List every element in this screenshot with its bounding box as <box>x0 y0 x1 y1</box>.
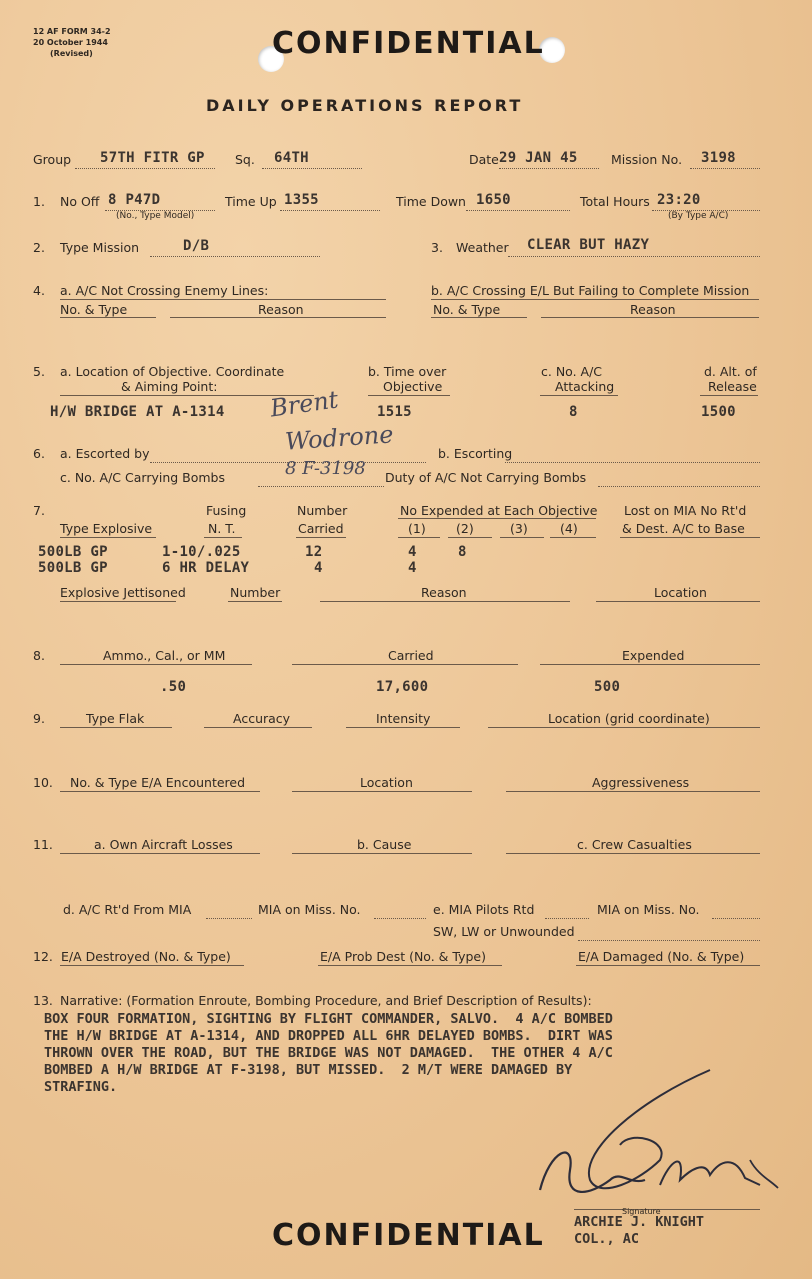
signature-scribble <box>520 1060 800 1210</box>
s5-location-value: H/W BRIDGE AT A-1314 <box>50 404 225 420</box>
no-off-sub: (No., Type Model) <box>116 211 195 221</box>
s5-time-value: 1515 <box>377 404 412 420</box>
lost-label-2: & Dest. A/C to Base <box>622 521 745 536</box>
aggressiveness-label: Aggressiveness <box>592 775 690 790</box>
rtd-from-mia-label: d. A/C Rt'd From MIA <box>63 902 192 917</box>
s4a-label: a. A/C Not Crossing Enemy Lines: <box>60 283 269 298</box>
total-hours-value: 23:20 <box>657 192 701 208</box>
exp-col2: (2) <box>456 521 474 536</box>
group-value: 57TH FITR GP <box>100 150 205 166</box>
mia-pilots-label: e. MIA Pilots Rtd <box>433 902 535 917</box>
crew-casualties-label: c. Crew Casualties <box>577 837 692 852</box>
s1-num: 1. <box>33 194 45 209</box>
jet-location-label: Location <box>654 585 707 600</box>
s13-num: 13. <box>33 993 53 1008</box>
cause-label: b. Cause <box>357 837 412 852</box>
s4a-reason: Reason <box>258 302 304 317</box>
nt-label: N. T. <box>208 521 236 536</box>
s9-num: 9. <box>33 711 45 726</box>
s4b-label: b. A/C Crossing E/L But Failing to Complete Mission <box>431 283 750 298</box>
time-down-label: Time Down <box>396 194 466 209</box>
ammo-value: .50 <box>160 679 187 695</box>
exp-col3: (3) <box>510 521 528 536</box>
intensity-label: Intensity <box>376 711 431 726</box>
ea-location-label: Location <box>360 775 413 790</box>
mission-value: 3198 <box>701 150 736 166</box>
narrative-label: Narrative: (Formation Enroute, Bombing Procedure, and Brief Description of Results): <box>60 993 592 1008</box>
confidential-top: CONFIDENTIAL <box>272 26 545 61</box>
s5a-line2: & Aiming Point: <box>121 379 218 394</box>
flak-label: Type Flak <box>86 711 145 726</box>
weather-value: CLEAR BUT HAZY <box>527 237 650 253</box>
s3-num: 3. <box>431 240 443 255</box>
narrative-line-2: THE H/W BRIDGE AT A-1314, AND DROPPED ALL 6HR DELAYED BOMBS. DIRT WAS <box>44 1028 613 1044</box>
type-mission-label: Type Mission <box>60 240 140 255</box>
own-losses-label: a. Own Aircraft Losses <box>94 837 233 852</box>
escorted-hand: Wodrone <box>284 420 395 456</box>
jet-reason-label: Reason <box>421 585 467 600</box>
s5b-line2: Objective <box>383 379 443 394</box>
ea-label: No. & Type E/A Encountered <box>70 775 246 790</box>
total-hours-sub: (By Type A/C) <box>668 211 729 221</box>
bomb-row-2-carried: 4 <box>314 560 323 576</box>
s4b-no-type: No. & Type <box>433 302 501 317</box>
s4-num: 4. <box>33 283 45 298</box>
exp-col1: (1) <box>408 521 426 536</box>
duty-label: Duty of A/C Not Carrying Bombs <box>385 470 587 485</box>
s5d-line2: Release <box>708 379 757 394</box>
fusing-label: Fusing <box>206 503 247 518</box>
bomb-row-2-type: 500LB GP <box>38 560 108 576</box>
date-value: 29 JAN 45 <box>499 150 578 166</box>
group-label: Group <box>33 152 72 167</box>
bomb-row-1-e1: 4 <box>408 544 417 560</box>
s6-num: 6. <box>33 446 45 461</box>
ammo-label: Ammo., Cal., or MM <box>103 648 226 663</box>
s8-num: 8. <box>33 648 45 663</box>
narrative-line-5: STRAFING. <box>44 1079 118 1095</box>
total-hours-label: Total Hours <box>580 194 650 209</box>
bomb-row-2-fusing: 6 HR DELAY <box>162 560 250 576</box>
s12-num: 12. <box>33 949 53 964</box>
s5c-line1: c. No. A/C <box>541 364 603 379</box>
ea-destroyed-label: E/A Destroyed (No. & Type) <box>61 949 231 964</box>
mission-label: Mission No. <box>611 152 683 167</box>
signer-rank: COL., AC <box>574 1231 640 1247</box>
sq-value: 64TH <box>274 150 309 166</box>
type-explosive-label: Type Explosive <box>60 521 153 536</box>
report-title: DAILY OPERATIONS REPORT <box>206 96 524 115</box>
narrative-line-3: THROWN OVER THE ROAD, BUT THE BRIDGE WAS NOT DAMAGED. THE OTHER 4 A/C <box>44 1045 613 1061</box>
accuracy-label: Accuracy <box>233 711 291 726</box>
form-revised: (Revised) <box>50 49 93 58</box>
time-down-value: 1650 <box>476 192 511 208</box>
s4b-reason: Reason <box>630 302 676 317</box>
weather-label: Weather <box>456 240 509 255</box>
sw-lw-label: SW, LW or Unwounded <box>433 924 575 939</box>
escorted-label: a. Escorted by <box>60 446 150 461</box>
sq-label: Sq. <box>235 152 255 167</box>
no-off-value: 8 P47D <box>108 192 161 208</box>
carrying-bombs-hand: 8 F-3198 <box>285 458 366 479</box>
ea-prob-label: E/A Prob Dest (No. & Type) <box>320 949 486 964</box>
confidential-bottom: CONFIDENTIAL <box>272 1218 545 1253</box>
s5-aircraft-value: 8 <box>569 404 578 420</box>
s5c-line2: Attacking <box>555 379 615 394</box>
no-off-label: No Off <box>60 194 100 209</box>
escorting-label: b. Escorting <box>438 446 513 461</box>
carried-label: Carried <box>298 521 344 536</box>
ammo-carried-value: 17,600 <box>376 679 429 695</box>
s5a-line1: a. Location of Objective. Coordinate <box>60 364 285 379</box>
bomb-row-2-e1: 4 <box>408 560 417 576</box>
carrying-bombs-label: c. No. A/C Carrying Bombs <box>60 470 226 485</box>
ammo-expended-value: 500 <box>594 679 621 695</box>
narrative-line-4: BOMBED A H/W BRIDGE AT F-3198, BUT MISSED. 2 M/T WERE DAMAGED BY <box>44 1062 573 1078</box>
s4a-no-type: No. & Type <box>60 302 128 317</box>
ea-damaged-label: E/A Damaged (No. & Type) <box>578 949 745 964</box>
exp-col4: (4) <box>560 521 578 536</box>
s5b-line1: b. Time over <box>368 364 447 379</box>
signature-label: Signature <box>622 1207 661 1216</box>
s5d-line1: d. Alt. of <box>704 364 757 379</box>
number-label: Number <box>297 503 348 518</box>
s2-num: 2. <box>33 240 45 255</box>
s5-location-hand: Brent <box>268 385 341 423</box>
s5-alt-value: 1500 <box>701 404 736 420</box>
s10-num: 10. <box>33 775 53 790</box>
bomb-row-1-fusing: 1-10/.025 <box>162 544 241 560</box>
ammo-carried-label: Carried <box>388 648 434 663</box>
time-up-value: 1355 <box>284 192 319 208</box>
jet-number-label: Number <box>230 585 281 600</box>
mia-on-miss-2-label: MIA on Miss. No. <box>597 902 700 917</box>
signer-name: ARCHIE J. KNIGHT <box>574 1214 705 1230</box>
time-up-label: Time Up <box>225 194 277 209</box>
lost-label-1: Lost on MIA No Rt'd <box>624 503 747 518</box>
narrative-line-1: BOX FOUR FORMATION, SIGHTING BY FLIGHT COMMANDER, SALVO. 4 A/C BOMBED <box>44 1011 613 1027</box>
s5-num: 5. <box>33 364 45 379</box>
bomb-row-1-e2: 8 <box>458 544 467 560</box>
s7-num: 7. <box>33 503 45 518</box>
jettisoned-label: Explosive Jettisoned <box>60 585 186 600</box>
flak-location-label: Location (grid coordinate) <box>548 711 710 726</box>
form-date: 20 October 1944 <box>33 38 108 47</box>
s11-num: 11. <box>33 837 53 852</box>
mia-on-miss-label: MIA on Miss. No. <box>258 902 361 917</box>
ammo-expended-label: Expended <box>622 648 685 663</box>
bomb-row-1-type: 500LB GP <box>38 544 108 560</box>
type-mission-value: D/B <box>183 238 210 254</box>
date-label: Date <box>469 152 499 167</box>
bomb-row-1-carried: 12 <box>305 544 323 560</box>
expended-label: No Expended at Each Objective <box>400 503 598 518</box>
form-number: 12 AF FORM 34-2 <box>33 27 111 36</box>
